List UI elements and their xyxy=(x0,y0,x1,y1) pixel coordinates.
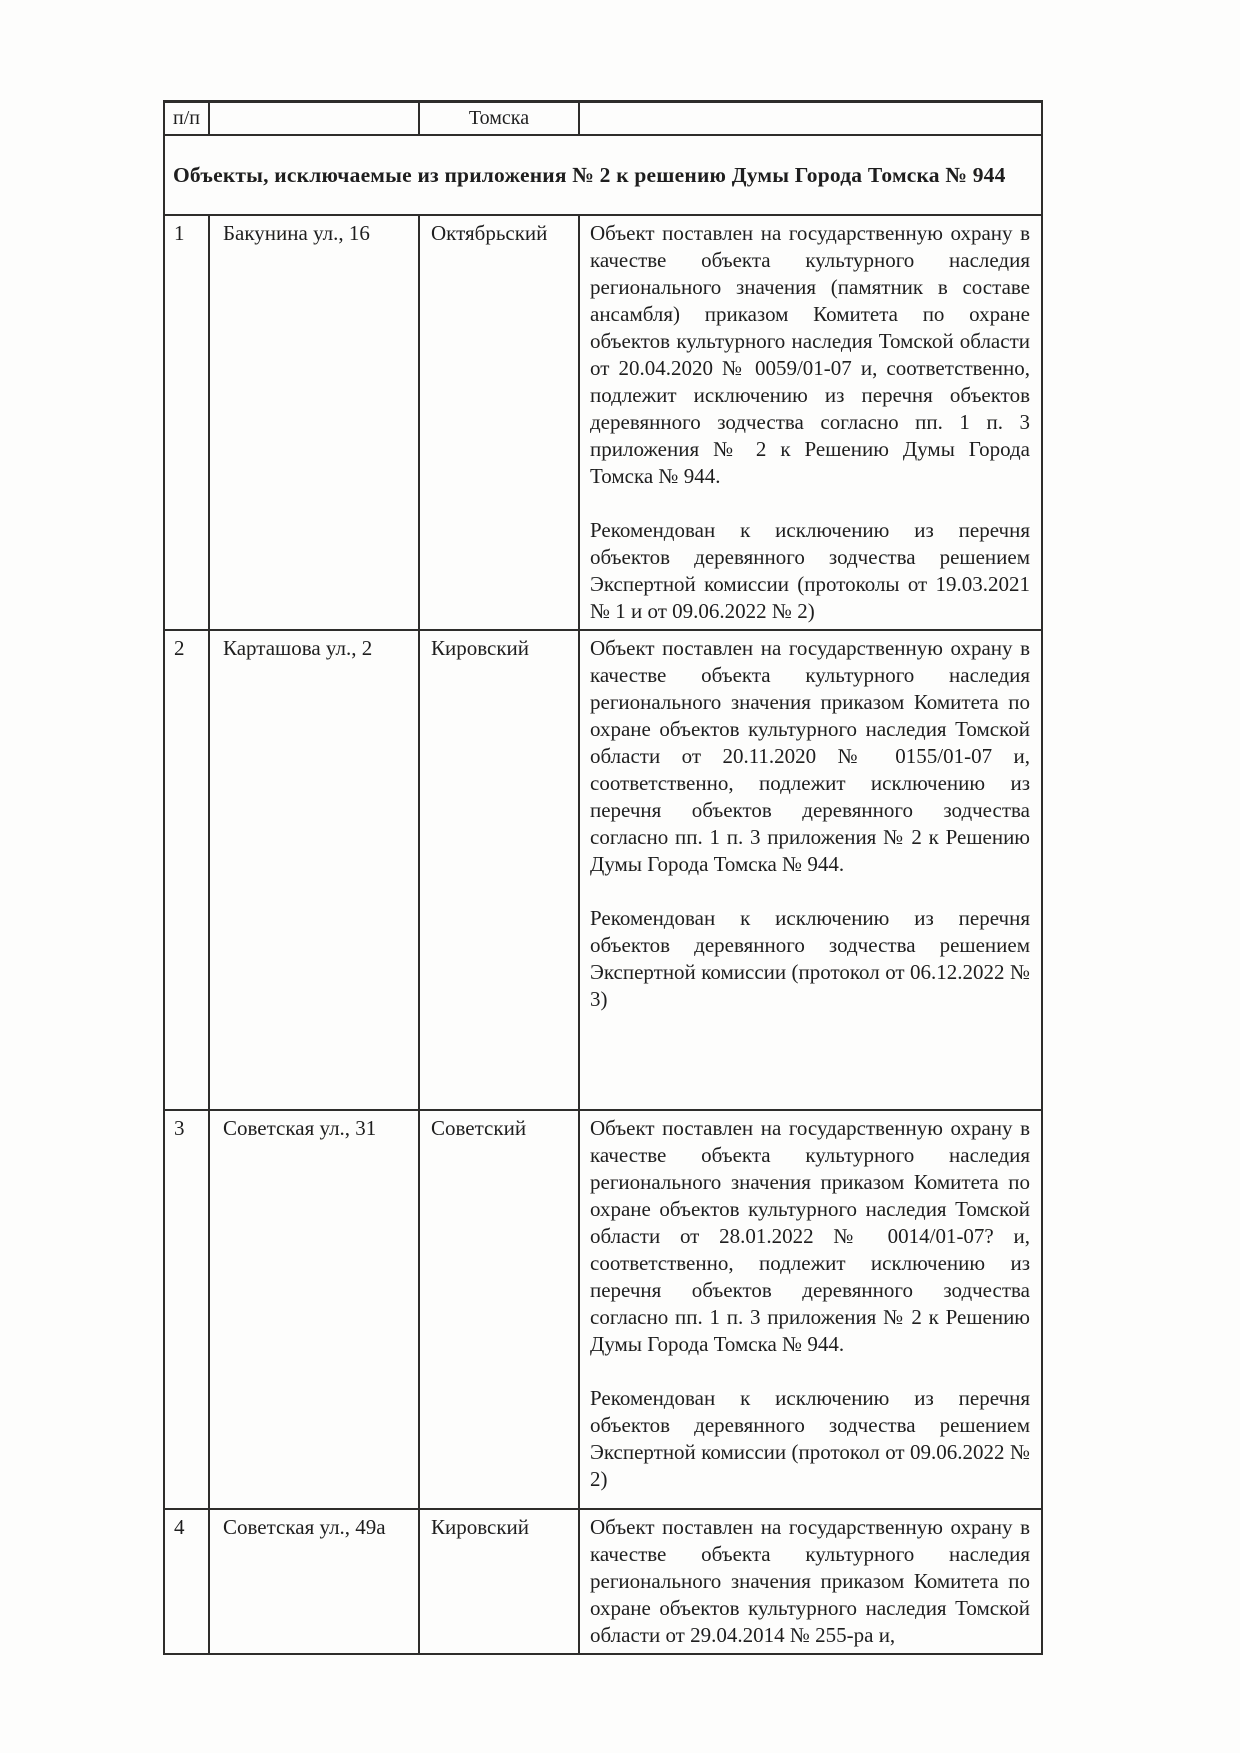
header-cell-address xyxy=(209,102,419,136)
header-cell-description xyxy=(579,102,1042,136)
row-number: 4 xyxy=(164,1509,209,1654)
section-header-row xyxy=(164,135,1042,215)
description-paragraph-1: Объект поставлен на государственную охрану в качестве объекта культурного наследия регионального значения приказом Комитета по охране объектов культурного наследия Томской области от 20.11.2020 № 0155/01-07 и, соответственно, подлежит исключению из перечня объектов деревянного зодчества согласно пп. 1 п. 3 приложения № 2 к Решению Думы Города Томска № 944. xyxy=(590,636,1030,876)
district-cell: Кировский xyxy=(419,630,579,1110)
description-paragraph-1: Объект поставлен на государственную охрану в качестве объекта культурного наследия регионального значения приказом Комитета по охране объектов культурного наследия Томской области от 28.01.2022 № 0014/01-07? и, соответственно, подлежит исключению из перечня объектов деревянного зодчества согласно пп. 1 п. 3 приложения № 2 к Решению Думы Города Томска № 944. xyxy=(590,1116,1030,1356)
row-number: 1 xyxy=(164,215,209,630)
description-paragraph-1: Объект поставлен на государственную охрану в качестве объекта культурного наследия регионального значения (памятник в составе ансамбля) приказом Комитета по охране объектов культурного наследия Томской области от 20.04.2020 № 0059/01-07 и, соответственно, подлежит исключению из перечня объектов деревянного зодчества согласно пп. 1 п. 3 приложения № 2 к Решению Думы Города Томска № 944. xyxy=(590,221,1030,488)
description-paragraph-1: Объект поставлен на государственную охрану в качестве объекта культурного наследия регионального значения приказом Комитета по охране объектов культурного наследия Томской области от 29.04.2014 № 255-ра и, xyxy=(590,1515,1030,1647)
address-cell: Карташова ул., 2 xyxy=(209,630,419,1110)
description-cell xyxy=(579,1509,1042,1654)
table-row xyxy=(164,630,1042,1110)
description-cell xyxy=(579,1110,1042,1509)
table-header-row-fragment xyxy=(164,102,1042,136)
table-row-truncated xyxy=(164,1509,1042,1654)
row-number: 2 xyxy=(164,630,209,1110)
district-cell: Кировский xyxy=(419,1509,579,1654)
header-cell-district: Томска xyxy=(419,102,579,136)
table-row xyxy=(164,215,1042,630)
description-cell xyxy=(579,630,1042,1110)
district-cell: Октябрьский xyxy=(419,215,579,630)
address-cell: Советская ул., 49а xyxy=(209,1509,419,1654)
address-cell: Бакунина ул., 16 xyxy=(209,215,419,630)
excluded-objects-table xyxy=(163,100,1043,1655)
description-paragraph-2: Рекомендован к исключению из перечня объектов деревянного зодчества решением Экспертной комиссии (протокол от 09.06.2022 № 2) xyxy=(590,1386,1030,1491)
description-paragraph-2: Рекомендован к исключению из перечня объектов деревянного зодчества решением Экспертной комиссии (протокол от 06.12.2022 № 3) xyxy=(590,906,1030,1011)
section-header-cell xyxy=(164,135,1042,215)
description-paragraph-2: Рекомендован к исключению из перечня объектов деревянного зодчества решением Экспертной комиссии (протоколы от 19.03.2021 № 1 и от 09.06.2022 № 2) xyxy=(590,518,1030,623)
district-cell: Советский xyxy=(419,1110,579,1509)
description-cell xyxy=(579,215,1042,630)
table-row xyxy=(164,1110,1042,1509)
header-cell-num: п/п xyxy=(164,102,209,136)
row-number: 3 xyxy=(164,1110,209,1509)
address-cell: Советская ул., 31 xyxy=(209,1110,419,1509)
section-title: Объекты, исключаемые из приложения № 2 к решению Думы Города Томска № 944 xyxy=(173,162,1006,187)
